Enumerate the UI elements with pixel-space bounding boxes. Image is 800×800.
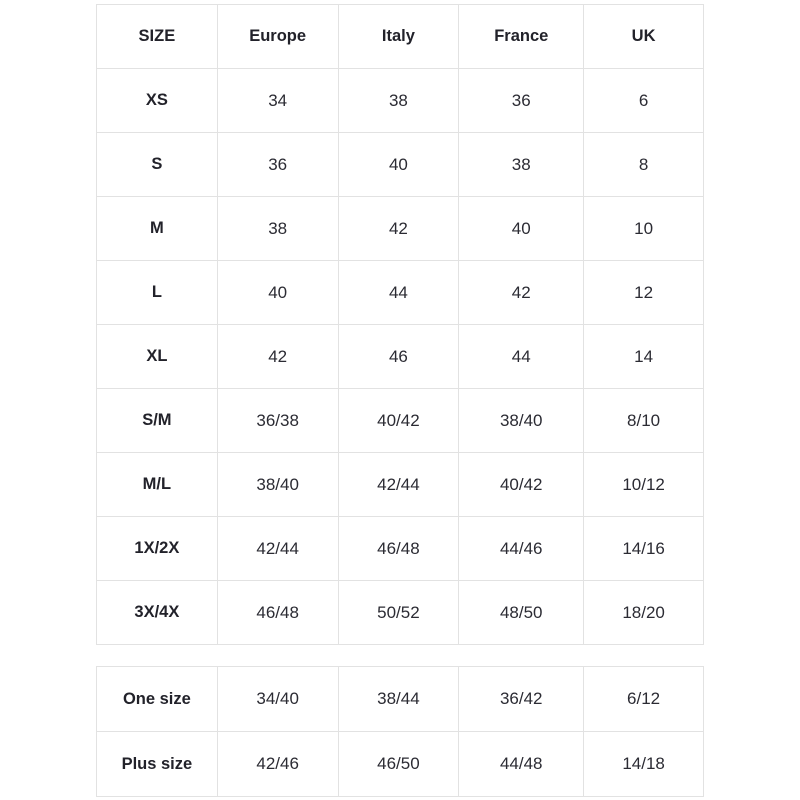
table-header — [97, 5, 704, 69]
row-label: M — [97, 197, 218, 261]
column-header-italy: Italy — [338, 5, 459, 69]
row-label: XS — [97, 69, 218, 133]
cell-europe: 42/44 — [217, 517, 338, 581]
table-row — [97, 581, 704, 645]
cell-italy: 46/48 — [338, 517, 459, 581]
cell-uk: 6 — [584, 69, 704, 133]
row-label: L — [97, 261, 218, 325]
table-row — [97, 732, 704, 797]
cell-italy: 46 — [338, 325, 459, 389]
row-label: S/M — [97, 389, 218, 453]
cell-uk: 14 — [584, 325, 704, 389]
row-label: 3X/4X — [97, 581, 218, 645]
row-label: S — [97, 133, 218, 197]
table-header-row — [97, 5, 704, 69]
cell-europe: 38/40 — [217, 453, 338, 517]
cell-france: 38 — [459, 133, 584, 197]
cell-europe: 34 — [217, 69, 338, 133]
table-body — [97, 667, 704, 797]
cell-italy: 42 — [338, 197, 459, 261]
cell-italy: 40/42 — [338, 389, 459, 453]
cell-uk: 8 — [584, 133, 704, 197]
cell-italy: 44 — [338, 261, 459, 325]
row-label: Plus size — [97, 732, 218, 797]
row-label: XL — [97, 325, 218, 389]
cell-italy: 46/50 — [338, 732, 459, 797]
cell-uk: 18/20 — [584, 581, 704, 645]
cell-europe: 42/46 — [217, 732, 338, 797]
cell-europe: 34/40 — [217, 667, 338, 732]
row-label: 1X/2X — [97, 517, 218, 581]
cell-europe: 46/48 — [217, 581, 338, 645]
cell-uk: 14/16 — [584, 517, 704, 581]
cell-france: 44/48 — [459, 732, 584, 797]
main-size-table-container — [96, 4, 704, 645]
cell-france: 42 — [459, 261, 584, 325]
cell-france: 44 — [459, 325, 584, 389]
table-row — [97, 69, 704, 133]
cell-italy: 40 — [338, 133, 459, 197]
table-row — [97, 133, 704, 197]
cell-uk: 10/12 — [584, 453, 704, 517]
cell-europe: 36 — [217, 133, 338, 197]
cell-france: 38/40 — [459, 389, 584, 453]
cell-france: 36 — [459, 69, 584, 133]
secondary-size-table-container — [96, 666, 704, 797]
cell-italy: 50/52 — [338, 581, 459, 645]
cell-europe: 40 — [217, 261, 338, 325]
cell-uk: 12 — [584, 261, 704, 325]
row-label: One size — [97, 667, 218, 732]
cell-uk: 6/12 — [584, 667, 704, 732]
cell-uk: 14/18 — [584, 732, 704, 797]
cell-italy: 38/44 — [338, 667, 459, 732]
cell-uk: 8/10 — [584, 389, 704, 453]
cell-france: 48/50 — [459, 581, 584, 645]
secondary-size-table — [96, 666, 704, 797]
cell-europe: 38 — [217, 197, 338, 261]
table-row — [97, 667, 704, 732]
cell-italy: 42/44 — [338, 453, 459, 517]
table-row — [97, 453, 704, 517]
table-row — [97, 197, 704, 261]
column-header-uk: UK — [584, 5, 704, 69]
row-label: M/L — [97, 453, 218, 517]
cell-france: 40 — [459, 197, 584, 261]
column-header-europe: Europe — [217, 5, 338, 69]
column-header-france: France — [459, 5, 584, 69]
cell-france: 40/42 — [459, 453, 584, 517]
table-row — [97, 517, 704, 581]
column-header-size: SIZE — [97, 5, 218, 69]
cell-europe: 36/38 — [217, 389, 338, 453]
table-row — [97, 325, 704, 389]
main-size-table — [96, 4, 704, 645]
cell-france: 44/46 — [459, 517, 584, 581]
cell-italy: 38 — [338, 69, 459, 133]
cell-uk: 10 — [584, 197, 704, 261]
table-row — [97, 389, 704, 453]
table-body — [97, 69, 704, 645]
cell-europe: 42 — [217, 325, 338, 389]
cell-france: 36/42 — [459, 667, 584, 732]
table-row — [97, 261, 704, 325]
